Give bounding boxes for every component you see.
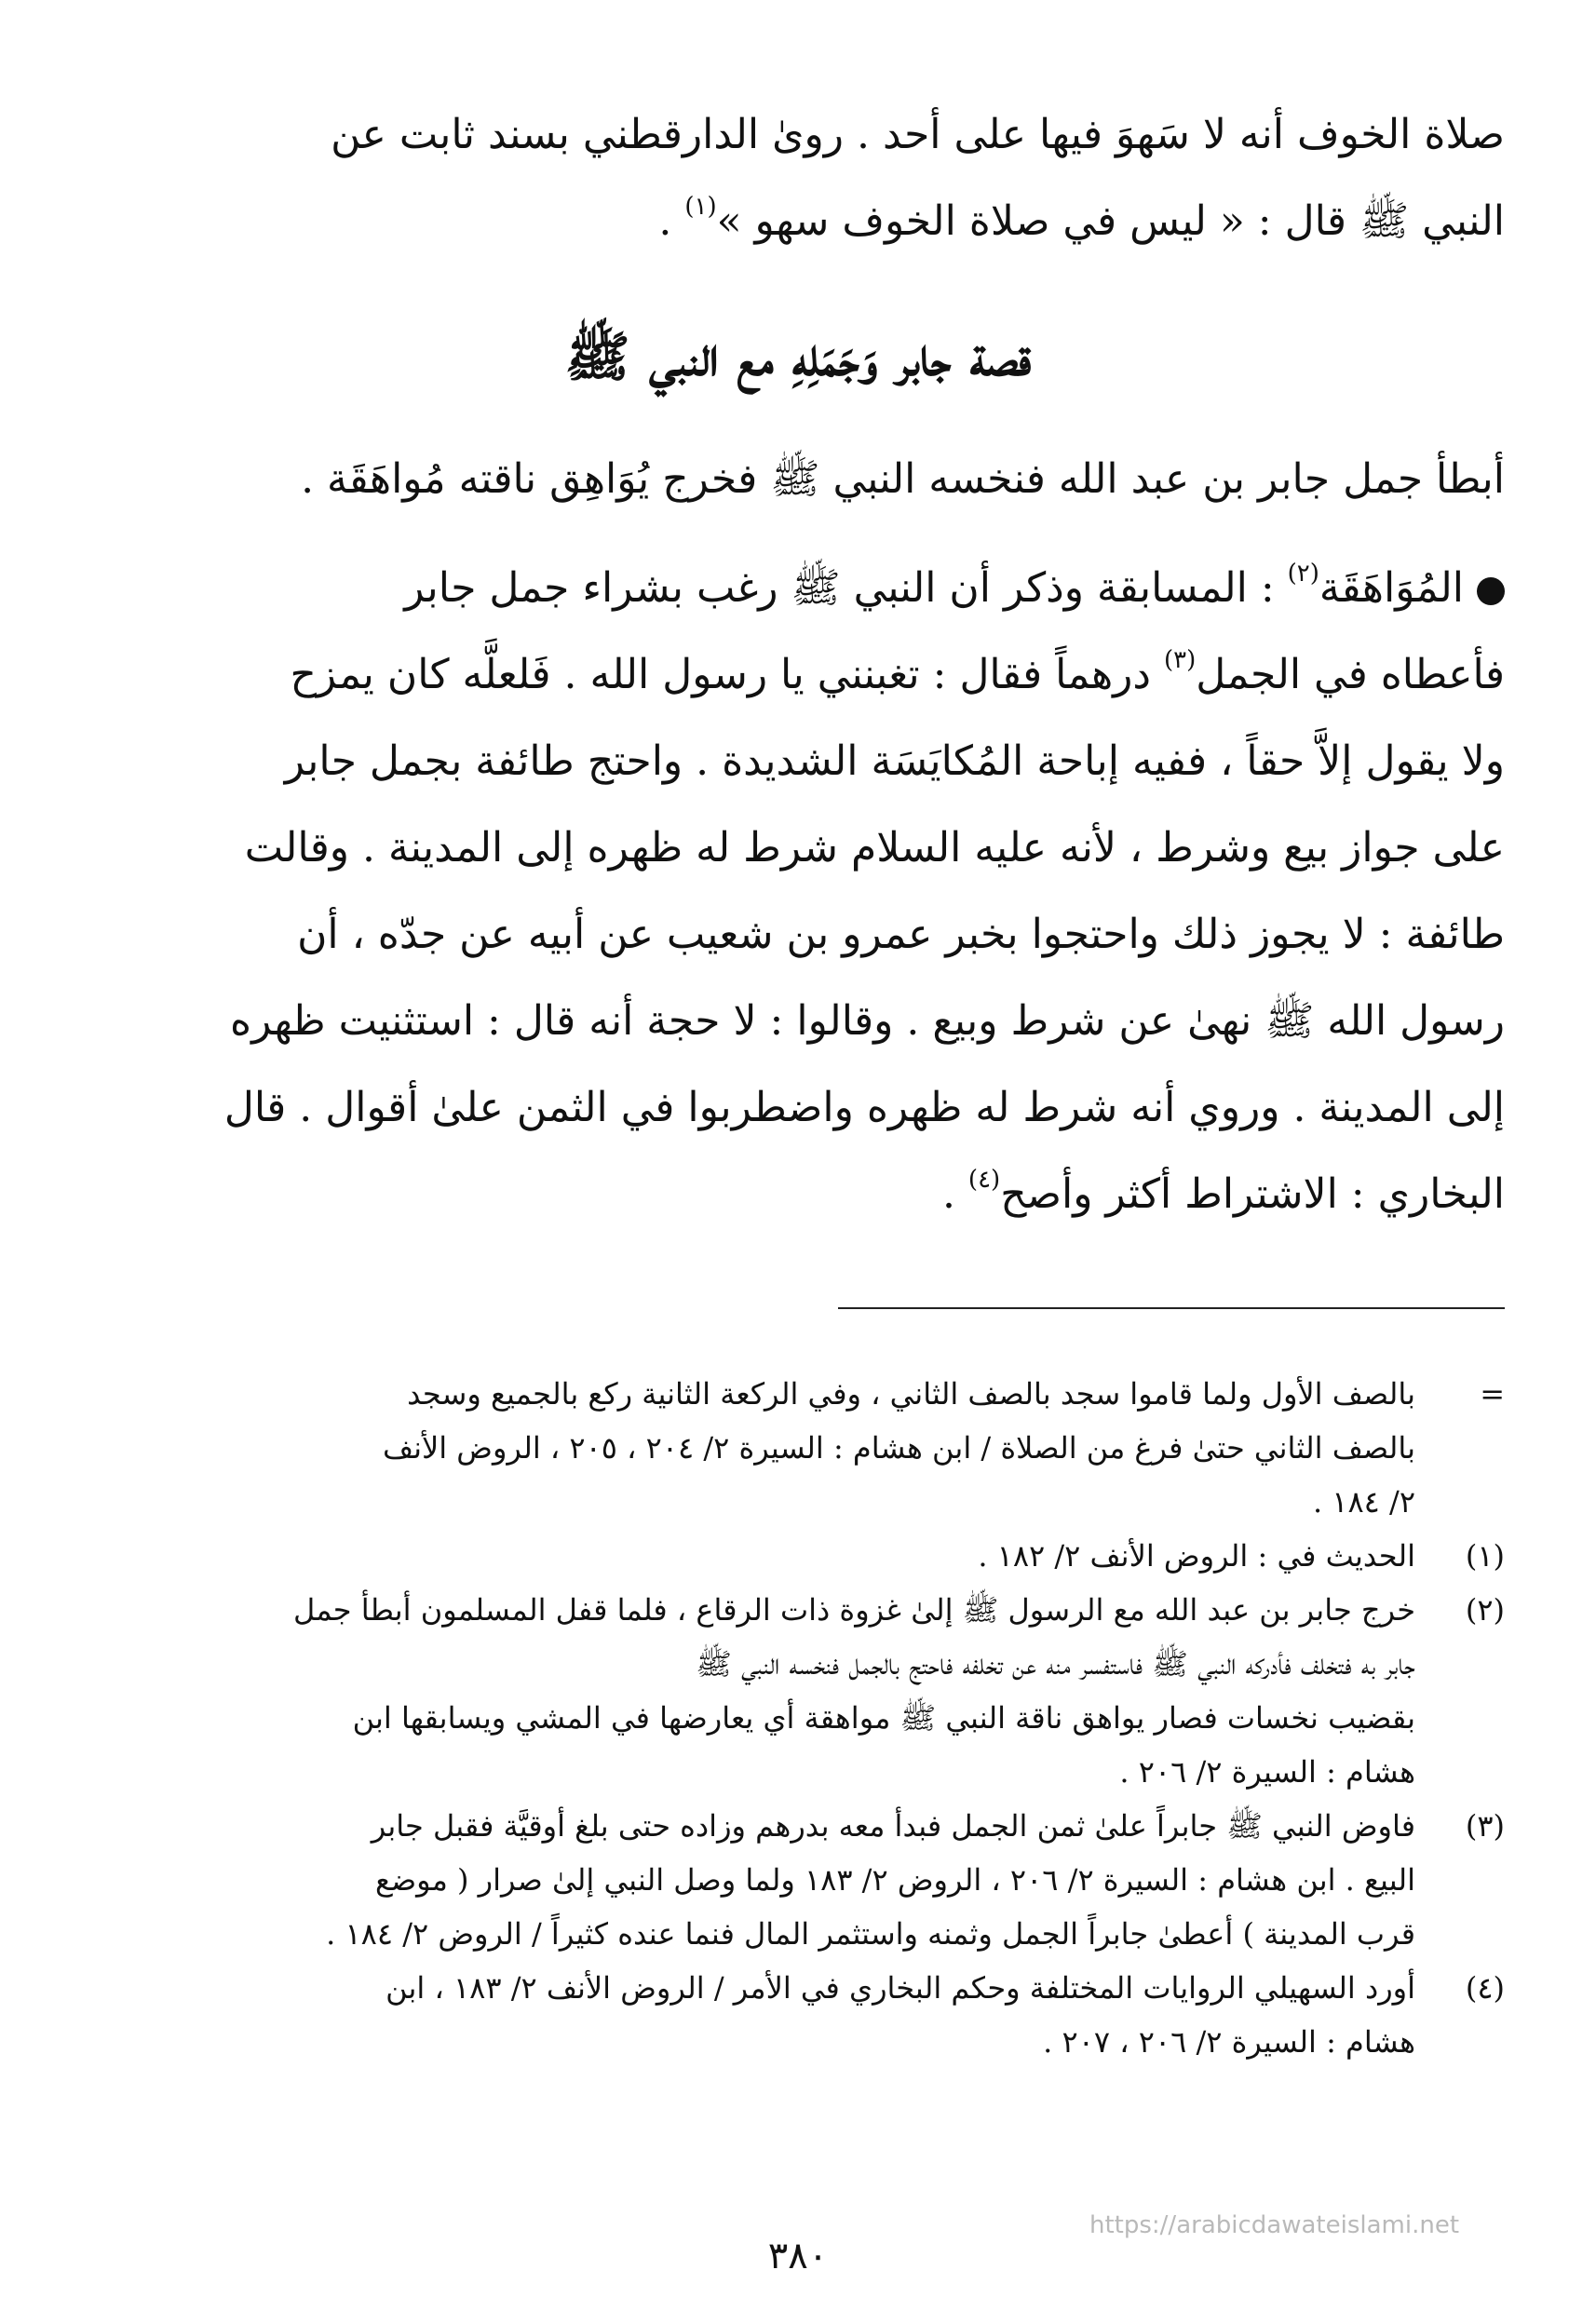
watermark-url: https://arabicdawateislami.net — [1089, 2211, 1460, 2239]
definition-line-2 — [91, 631, 1505, 718]
definition-line-8 — [91, 1151, 1505, 1237]
footnote-line: بالصف الثاني حتىٰ فرغ من الصلاة / ابن هشام : السيرة ٢/ ٢٠٤ ، ٢٠٥ ، الروض الأنف — [382, 1430, 1415, 1466]
footnote-text — [91, 1529, 1415, 1583]
footnote-line: هشام : السيرة ٢/ ٢٠٦ . — [1119, 1754, 1415, 1790]
footnote-line: بقضيب نخسات فصار يواهق ناقة النبي ﷺ مواهقة أي يعارضها في المشي ويسابقها ابن — [352, 1700, 1415, 1736]
definition-line-6: رسول الله ﷺ نهىٰ عن شرط وبيع . وقالوا : لا حجة أنه قال : استثنيت ظهره — [230, 997, 1505, 1045]
definition-paragraph — [91, 545, 1505, 1237]
definition-line-5: طائفة : لا يجوز ذلك واحتجوا بخبر عمرو بن شعيب عن أبيه عن جدّه ، أن — [297, 911, 1505, 958]
definition-last-tail: . — [941, 1170, 968, 1218]
footnote-marker: = — [1480, 1376, 1505, 1412]
footnote-line: الحديث في : الروض الأنف ٢/ ١٨٢ . — [978, 1538, 1415, 1574]
footnote-4 — [91, 1961, 1505, 2069]
footnote-marker: (٤) — [1465, 1970, 1505, 2006]
footnote-2 — [91, 1583, 1505, 1799]
footnote-line: فاوض النبي ﷺ جابراً علىٰ ثمن الجمل فبدأ معه بدرهم وزاده حتى بلغ أوقيَّة فقبل جابر — [371, 1808, 1415, 1844]
definition-term: المُوَاهَقَة — [1319, 564, 1464, 612]
intro-line-1: صلاة الخوف أنه لا سَهوَ فيها على أحد . روىٰ الدارقطني بسند ثابت عن — [331, 111, 1505, 158]
footnote-marker: (٢) — [1465, 1592, 1505, 1628]
story-line-1: أبطأ جمل جابر بن عبد الله فنخسه النبي ﷺ فخرج يُوَاهِق ناقته مُواهَقَة . — [301, 455, 1505, 503]
footnote-1 — [91, 1529, 1505, 1583]
footnote-line: ٢/ ١٨٤ . — [1312, 1484, 1415, 1520]
definition-line-3: ولا يقول إلاَّ حقاً ، ففيه إباحة المُكايَسَة الشديدة . واحتج طائفة بجمل جابر — [284, 737, 1505, 785]
footnote-continuation — [91, 1367, 1505, 1529]
footnote-ref-2: (٢) — [1287, 560, 1319, 588]
footnote-ref-4: (٤) — [967, 1166, 1001, 1194]
definition-line-1 — [91, 545, 1505, 631]
footnote-line: هشام : السيرة ٢/ ٢٠٦ ، ٢٠٧ . — [1043, 2024, 1415, 2060]
footnote-line: جابر به فتخلف فأدركه النبي ﷺ فاستفسر منه عن تخلفه فاحتج بالجمل فنخسه النبي ﷺ — [696, 1646, 1415, 1682]
footnote-text — [91, 1961, 1415, 2069]
section-title: قصة جابر وَجَمَلِهِ مع النبي ﷺ — [564, 325, 1032, 388]
footnotes — [91, 1367, 1505, 2069]
intro-paragraph — [91, 91, 1505, 264]
definition-line-2-a: فأعطاه في الجمل — [1196, 651, 1505, 698]
bullet-icon — [1477, 577, 1505, 605]
footnote-text — [91, 1799, 1415, 1961]
definition-last-text: البخاري : الاشتراط أكثر وأصح — [1000, 1170, 1505, 1218]
intro-line-2-text: النبي ﷺ قال : « ليس في صلاة الخوف سهو » — [716, 197, 1505, 245]
footnote-line: البيع . ابن هشام : السيرة ٢/ ٢٠٦ ، الروض ٢/ ١٨٣ ولما وصل النبي إلىٰ صرار ( موضع — [374, 1862, 1415, 1898]
intro-line-2 — [91, 178, 1505, 264]
footnote-marker: (٣) — [1465, 1808, 1505, 1844]
story-paragraph — [91, 436, 1505, 522]
footnote-ref-1: (١) — [684, 193, 717, 221]
footnote-line: بالصف الأول ولما قاموا سجد بالصف الثاني ، وفي الركعة الثانية ركع بالجميع وسجد — [407, 1376, 1415, 1412]
definition-line-2-b: درهماً فقال : تغبنني يا رسول الله . فَلعلَّه كان يمزح — [290, 651, 1164, 698]
footnote-ref-3: (٣) — [1164, 646, 1197, 674]
footnote-marker: (١) — [1465, 1538, 1505, 1574]
definition-line-1-rest: : المسابقة وذكر أن النبي ﷺ رغب بشراء جمل جابر — [404, 564, 1288, 612]
intro-line-2-tail: . — [658, 197, 685, 245]
footnote-3 — [91, 1799, 1505, 1961]
footnote-separator — [838, 1307, 1505, 1309]
footnote-text — [91, 1583, 1415, 1799]
footnote-line: أورد السهيلي الروايات المختلفة وحكم البخاري في الأمر / الروض الأنف ٢/ ١٨٣ ، ابن — [385, 1970, 1415, 2006]
definition-line-7: إلى المدينة . وروي أنه شرط له ظهره واضطربوا في الثمن علىٰ أقوال . قال — [223, 1084, 1505, 1131]
footnote-text — [91, 1367, 1415, 1529]
footnote-line: قرب المدينة ) أعطىٰ جابراً الجمل وثمنه واستثمر المال فنما عنده كثيراً / الروض ٢/ ١٨٤ . — [326, 1916, 1415, 1952]
page-number: ٣٨٠ — [767, 2235, 829, 2277]
definition-line-4: على جواز بيع وشرط ، لأنه عليه السلام شرط له ظهره إلى المدينة . وقالت — [244, 824, 1505, 872]
footnote-line: خرج جابر بن عبد الله مع الرسول ﷺ إلىٰ غزوة ذات الرقاع ، فلما قفل المسلمون أبطأ جمل — [293, 1592, 1415, 1628]
